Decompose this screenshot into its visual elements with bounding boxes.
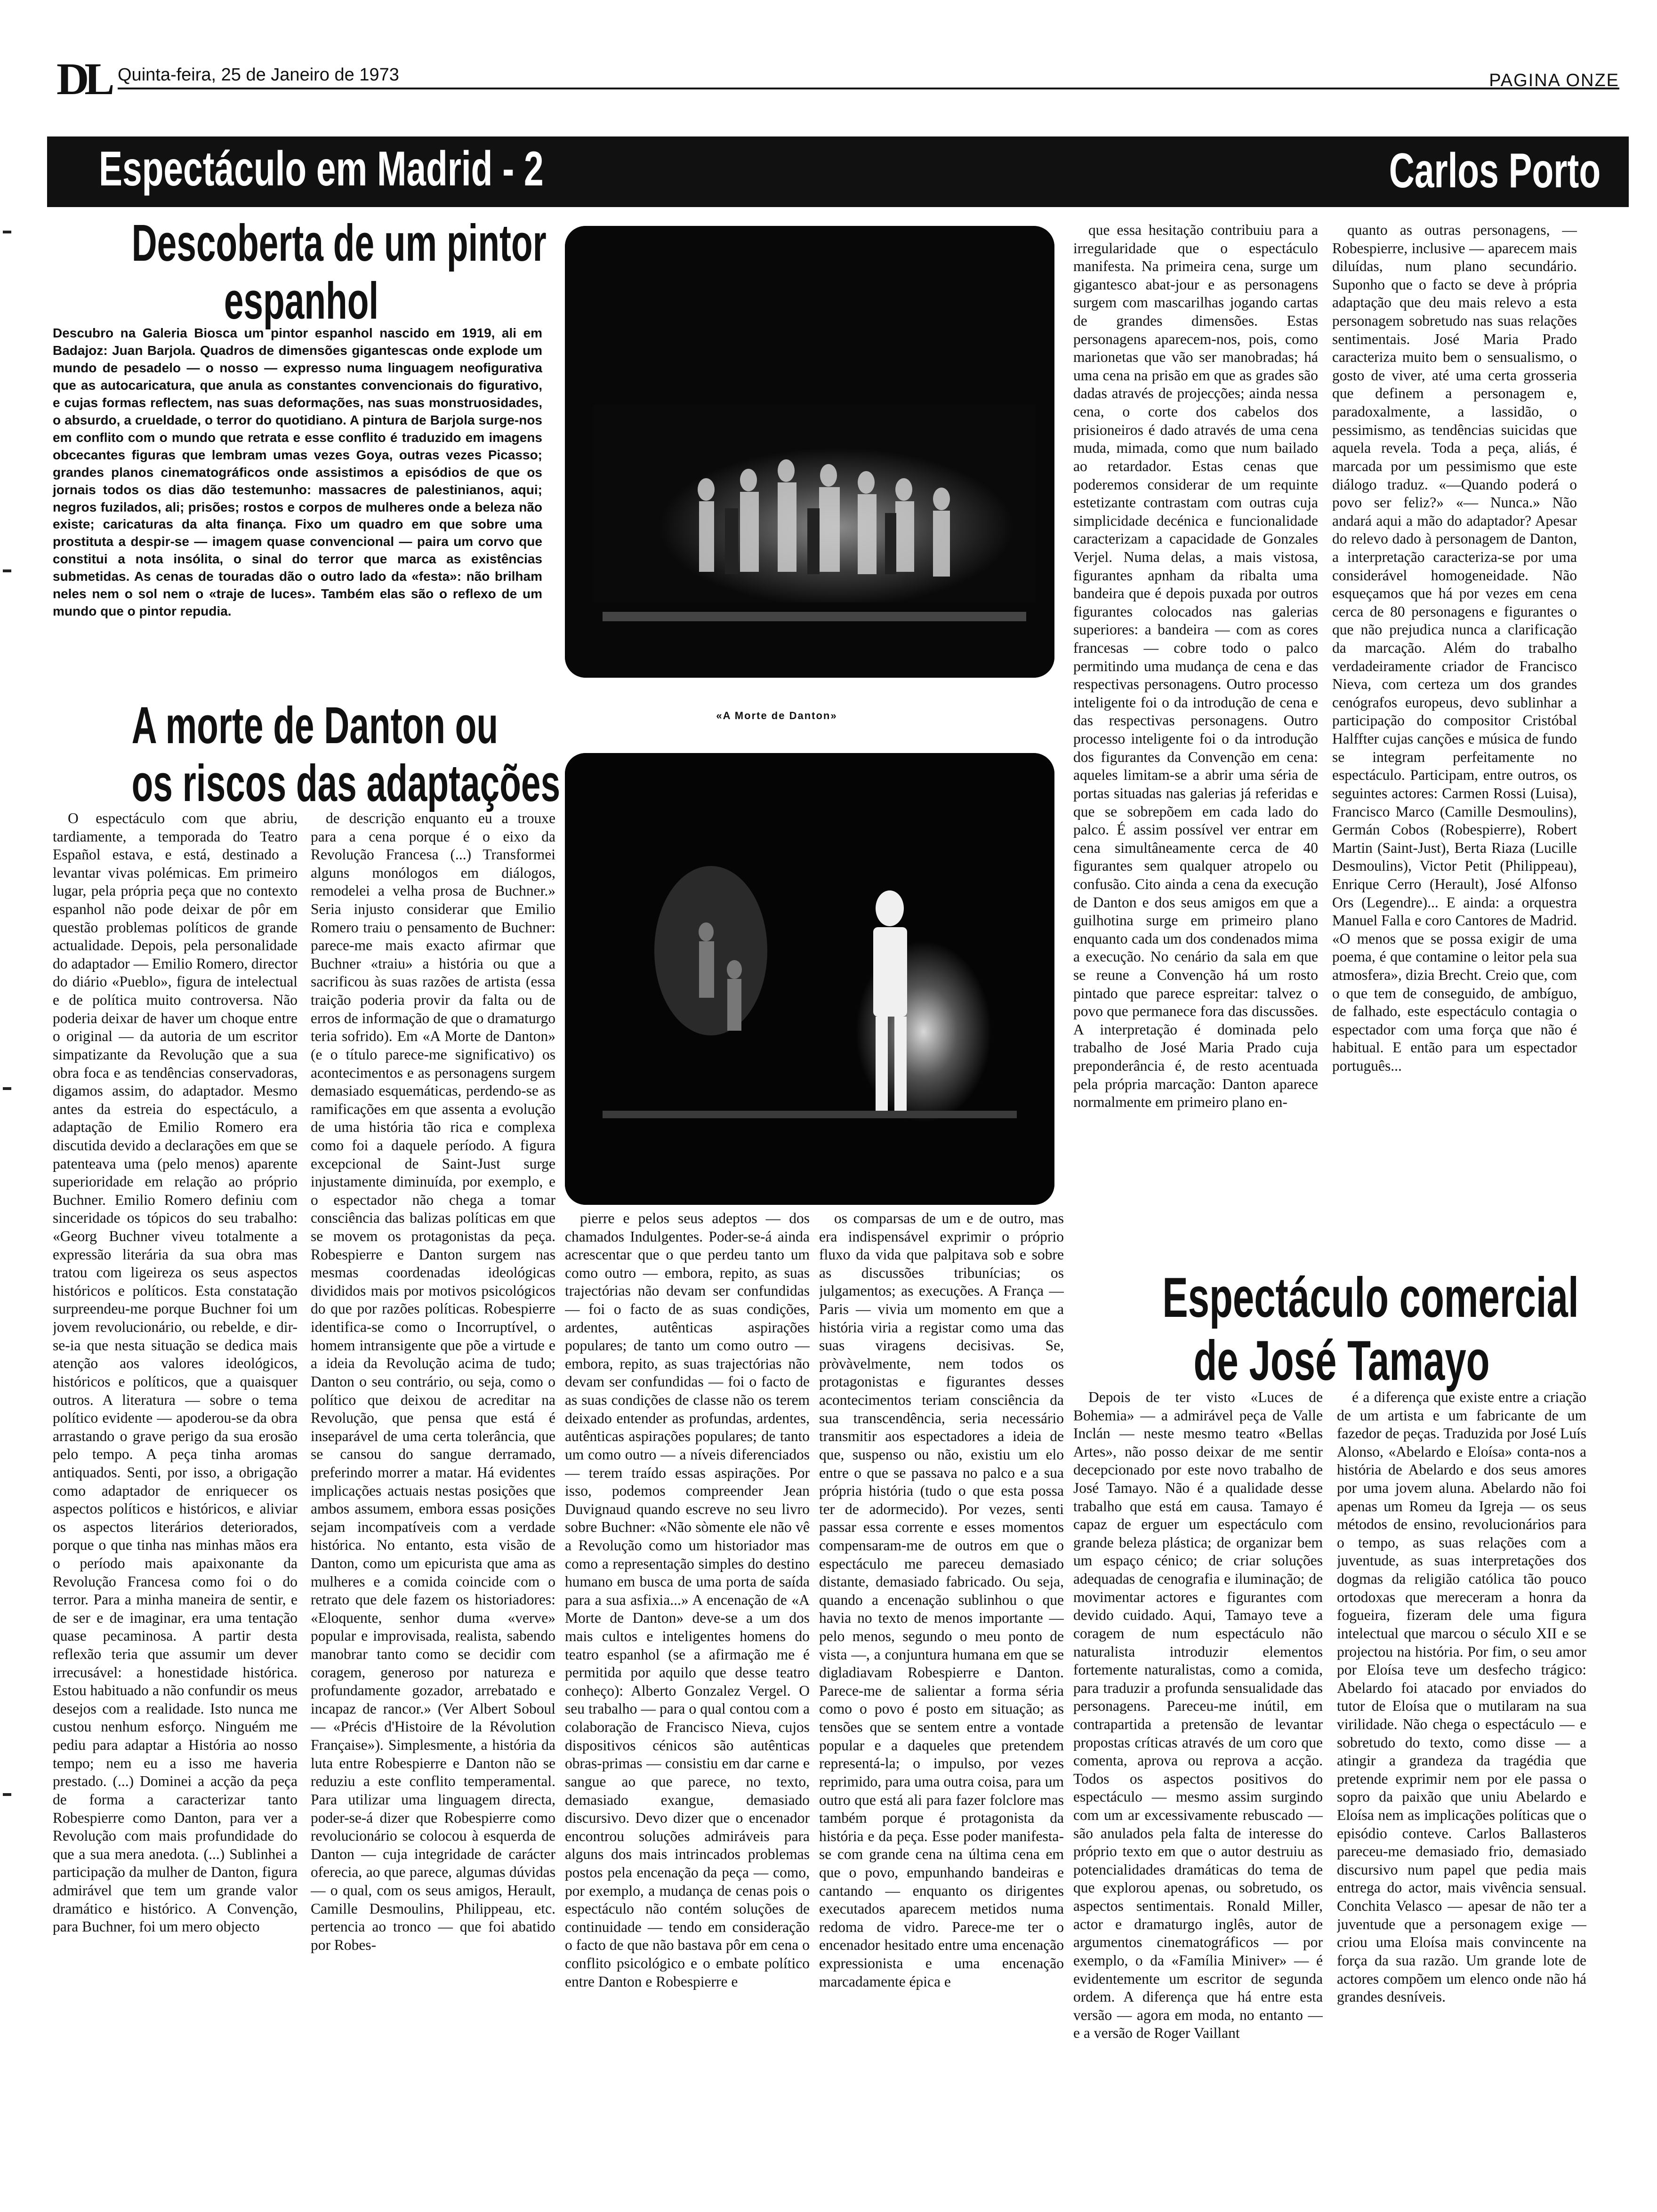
tamayo-column-2-text: é a diferença que existe entre a criação de um artista e um fabricante de um fazedor de peças. Traduzida por José Luís Alonso, «Abelardo e Eloísa» conta-nos a história de Abelardo e dos seus amores por uma jovem aluna. Abelardo não foi apenas um Romeu da Igreja — os seus métodos de ensino, revolucionários para o tempo, as suas relações com a juventude, as suas interpretações dos dogmas da religião católica tão pouco ortodoxas que mereceram a honra da fogueira, fizeram dele uma figura intelectual que marcou o século XII e se projectou na história. Por fim, o seu amor por Eloísa teve um desfecho trágico: Abelardo foi atacado por enviados do tutor de Eloísa que o mutilaram na sua virilidade. Não chega o espectáculo — e sobretudo do texto, como disse — a atingir a grandeza da tragédia que pretende exprimir nem por ele passa o sopro da paixão que uniu Abelardo e Eloísa nem as implicações políticas que o episódio conteve. Carlos Ballasteros pareceu-me demasiado frio, demasiado discursivo num papel que pedia mais entrega do actor, mais vivência sensual. Conchita Velasco — apesar de não ter a juventude que a personagem exige — criou uma Eloísa mais convincente na força da sua razão. Um grande lote de actores compõem um elenco onde não há grandes desníveis.	[1337, 1389, 1586, 2005]
theatre-photo-crowd	[565, 226, 1054, 678]
tamayo-column-1-text: Depois de ter visto «Luces de Bohemia» — a admirável peça de Valle Inclán — neste mesmo teatro «Bellas Artes», não posso deixar de me sentir decepcionado por este novo trabalho de José Tamayo. Não é a qualidade desse trabalho que está em causa. Tamayo é capaz de erguer um espectáculo com grande beleza plástica; de organizar bem um espaço cénico; de criar soluções adequadas de cenografia e iluminação; de movimentar actores e figurantes com devido cuidado. Aqui, Tamayo teve a coragem de num espectáculo não naturalista introduzir elementos fortemente naturalistas, como a comida, para traduzir a profunda sensualidade das personagens. Pareceu-me inútil, em contrapartida a pretensão de levantar propostas críticas através de um coro que comenta, aprova ou reprova a acção. Todos os aspectos positivos do espectáculo — mesmo assim surgindo com um ar excessivamente rebuscado — são anulados pela falta de interesse do próprio texto em que o autor destruiu as potencialidades dramáticas do tema de que explorou apenas, ou sobretudo, os aspectos sentimentais. Ronald Miller, actor e dramaturgo inglês, autor de argumentos cinematográficos — por exemplo, o da «Família Miniver» — é evidentemente um escritor de segunda ordem. A diferença que há entre esta versão — agora em moda, no entanto — e a versão de Roger Vaillant	[1073, 1389, 1323, 2042]
headline-tamayo-line1: Espectáculo comercial	[1162, 1266, 1579, 1329]
headline-danton-line1: A morte de Danton ou	[131, 697, 499, 754]
headline-pintor	[52, 214, 551, 330]
margin-mark	[3, 231, 11, 233]
margin-mark	[3, 569, 11, 572]
issue-date: Quinta-feira, 25 de Janeiro de 1973	[118, 65, 399, 85]
danton-column-2-text: de descrição enquanto eu a trouxe para a cena porque é o eixo da Revolução Francesa (...) Transformei alguns monólogos em diálogos, remodelei a velha prosa de Buchner.» Seria injusto considerar que Emilio Romero traiu o pensamento de Buchner: parece-me mais exacto afirmar que Buchner «traiu» a história ou que a sacrificou às suas razões de artista (essa traição poderia provir da falta ou de erros de informação de que o dramaturgo teria sofrido). Em «A Morte de Danton» (e o título parece-me significativo) os acontecimentos e as personagens surgem demasiado esquemáticas, perdendo-se as ramificações em que assenta a evolução de uma história tão rica e complexa como foi a daquele período. A figura excepcional de Saint-Just surge injustamente diminuída, por exemplo, e o espectador não chega a tomar consciência das balizas políticas em que se movem os protagonistas da peça. Robespierre e Danton surgem nas mesmas coordenadas ideológicas divididos mais por motivos psicológicos do que por razões políticas. Robespierre identifica-se como o Incorruptível, o homem intransigente que põe a virtude e a ideia da Revolução acima de tudo; Danton o seu contrário, ou seja, como o político que deixou de acreditar na Revolução, que pensa que está é inseparável de uma certa tolerância, que se cansou do sangue derramado, preferindo morrer a matar. Há evidentes implicações actuais nestas posições que ambos assumem, embora essas posições sejam incompatíveis com a verdade histórica. No entanto, esta visão de Danton, como um epicurista que ama as mulheres e a comida coincide com o retrato que dele fazem os historiadores: «Eloquente, senhor duma «verve» popular e improvisada, realista, sabendo manobrar tanto como se decidir com coragem, generoso por natureza e profundamente gozador, arrebatado e incapaz de rancor.» (Ver Albert Soboul — «Précis d'Histoire de la Révolution Française»). Simplesmente, a história da luta entre Robespierre e Danton não se reduziu a este conflito temperamental. Para utilizar uma linguagem directa, poder-se-á dizer que Robespierre como revolucionário se colocou à esquerda de Danton — cuja integridade de carácter oferecia, ao que parece, algumas dúvidas — o qual, com os seus amigos, Herault, Camille Desmoulins, Philippeau, etc. pertencia ao tronco — que foi abatido por Robes-	[311, 810, 555, 1953]
theatre-photo-danton	[565, 753, 1054, 1205]
tamayo-column-1	[1073, 1388, 1323, 2186]
danton-column-4-text: os comparsas de um e de outro, mas era indispensável exprimir o próprio fluxo da vida que palpitava sob e sobre as discussões tribunícias; os julgamentos; as execuções. A França — Paris — vivia um momento em que a história viria a registar como uma das suas viragens decisivas. Se, pròvàvelmente, nem todos os protagonistas e figurantes desses acontecimentos teriam consciência da sua transcendência, seria necessário transmitir aos espectadores a ideia de que, suspenso ou não, existiu um elo entre o que se passava no palco e a sua própria história (tudo o que esta possa ter de adormecido). Por vezes, senti passar essa corrente e esses momentos compensaram-me de outros em que o espectáculo me pareceu demasiado distante, demasiado fabricado. Ou seja, quando a encenação sublinhou o que havia no texto de menos importante — pelo menos, segundo o meu ponto de vista —, a conjuntura humana em que se digladiavam Robespierre e Danton. Parece-me de salientar a forma séria como o povo é posto em situação; as tensões que se sentem entre a vontade popular e a daqueles que pretendem representá-la; o impulso, por vezes reprimido, para uma outra coisa, para um outro que está ali para fazer folclore mas também porque é protagonista da história e da peça. Esse poder manifesta-se com grande cena na última cena em que o povo, empunhando bandeiras e cantando — enquanto os dirigentes executados aparecem metidos numa redoma de vidro. Parece-me ter o encenador hesitado entre uma encenação expressionista e uma encenação marcadamente épica e	[819, 1210, 1064, 1990]
margin-mark	[3, 1087, 11, 1090]
headline-danton	[52, 697, 561, 813]
danton-column-1-text: O espectáculo com que abriu, tardiamente, a temporada do Teatro Español estava, e está, destinado a levantar vivas polémicas. Em primeiro lugar, pela própria peça que no contexto espanhol não pode deixar de pôr em questão problemas políticos de grande actualidade. Depois, pela personalidade do adaptador — Emilio Romero, director do diário «Pueblo», figura de intelectual e de política muito controversa. Não poderia deixar de haver um choque entre o original — da autoria de um escritor simpatizante da Revolução que a sua obra foca e as tendências conservadoras, digamos assim, do adaptador. Mesmo antes da estreia do espectáculo, a adaptação de Emilio Romero era discutida devido a declarações em que se patenteava uma (pelo menos) aparente superioridade em relação ao próprio Buchner. Emilio Romero definiu com sinceridade os tópicos do seu trabalho: «Georg Buchner viveu totalmente a expressão literária da sua obra mas tratou com ligeireza os seus aspectos históricos e políticos. Esta constatação surpreendeu-me porque Buchner foi um jovem revolucionário, ou rebelde, e dir-se-ia que nesta situação se dedica mais atenção aos valores ideológicos, históricos e políticos, que a quaisquer outros. A literatura — sobre o tema político evidente — apoderou-se da obra arrastando o grave perigo da sua erosão pelo tempo. A peça tinha aromas antiquados. Senti, por isso, a obrigação como adaptador de enriquecer os aspectos políticos e históricos, e aliviar os aspectos literários deteriorados, porque o que tinha nas minhas mãos era o período mais apaixonante da Revolução Francesa como foi o do terror. Para a minha maneira de sentir, e de ser e de imaginar, era uma tentação quase pecaminosa. A partir desta reflexão teria que assumir um dever irrecusável: a honestidade histórica. Estou habituado a não confundir os meus desejos com a realidade. Isto nunca me custou nenhum esforço. Ninguém me pediu para adaptar a História ao nosso tempo; nem eu a isso me haveria prestado. (...) Dominei a acção da peça de forma a caracterizar tanto Robespierre como Danton, para ver a Revolução com mais profundidade do que a sua mera anedota. (...) Sublinhei a participação da mulher de Danton, figura admirável que tem um grande valor dramático e histórico. A Convenção, para Buchner, foi um mero objecto	[53, 810, 298, 1935]
tamayo-column-2	[1337, 1388, 1586, 2186]
danton-column-5	[1073, 221, 1318, 1221]
theatre-photo-crowd-image	[565, 226, 1054, 678]
section-title: Espectáculo em Madrid - 2	[99, 142, 544, 196]
danton-column-3	[565, 1210, 810, 2186]
danton-column-5-text: que essa hesitação contribuiu para a irregularidade que o espectáculo manifesta. Na primeira cena, surge um gigantesco abat-jour e as personagens surgem com mascarilhas jogando cartas de grandes dimensões. Estas personagens aparecem-nos, pois, como marionetas que vão ser manobradas; há uma cena na prisão em que as grades são dadas através de projecções; ainda nessa cena, o corte dos cabelos dos prisioneiros é dado através de uma cena muda, mimada, como que num bailado ao retardador. Estas cenas que poderemos considerar de um requinte estetizante contrastam com outras cuja simplicidade decénica e funcionalidade caracterizam a capacidade de Gonzales Verjel. Numa delas, a mais vistosa, figurantes apnham da ribalta uma bandeira que é depois puxada por outros figurantes colocados nas galerias superiores: a bandeira — com as cores francesas — cobre todo o palco permitindo uma mudança de cena e das respectivas personagens. Outro processo inteligente foi o da introdução de cena e das respectivas personagens. Outro processo inteligente foi o da introdução dos figurantes da Convenção em cena: aqueles limitam-se a abrir uma séria de portas situadas nas galerias já referidas e que se sobrepõem em cada lado do palco. É assim possível ver entrar em cena simultâneamente cerca de 40 figurantes sem qualquer atropelo ou confusão. Cito ainda a cena da execução de Danton e dos seus amigos em que a guilhotina surge em primeiro plano enquanto cada um dos condenados mima a execução. No cenário da sala em que se reune a Convenção há um rosto pintado que parece espreitar: talvez o povo que permanece fora das discussões. A interpretação é dominada pelo trabalho de José Maria Prado cuja preponderância é, de resto acentuada pela própria marcação: Danton aparece normalmente em primeiro plano en-	[1073, 222, 1318, 1111]
theatre-photo-danton-image	[565, 753, 1054, 1205]
margin-mark	[3, 1793, 11, 1796]
headline-tamayo	[1078, 1266, 1605, 1393]
danton-column-4	[819, 1210, 1064, 2186]
photo-caption: «A Morte de Danton»	[716, 710, 837, 721]
page-number: PAGINA ONZE	[1489, 71, 1619, 90]
headline-tamayo-line2: de José Tamayo	[1193, 1329, 1490, 1393]
headline-danton-line2: os riscos das adaptações	[131, 754, 561, 813]
danton-column-6	[1332, 221, 1577, 1247]
header-rule	[118, 88, 1619, 89]
headline-pintor-line1: Descoberta de um pintor	[131, 214, 547, 272]
lead-paragraph: Descubro na Galeria Biosca um pintor espanhol nascido em 1919, ali em Badajoz: Juan Barjola. Quadros de dimensões gigantescas onde explode um mundo de pesadelo — o nosso — expresso numa linguagem neofigurativa que as autocaricatura, que anula as constantes convencionais do figurativo, e cujas formas reflectem, nas suas deformações, nas suas monstruosidades, o absurdo, a crueldade, o terror do quotidiano. A pintura de Barjola surge-nos em conflito com o mundo que retrata e esse conflito é traduzido em imagens obcecantes figuras que lembram umas vezes Goya, outras vezes Picasso; grandes planos cinematográficos onde assistimos a episódios de que os jornais todos os dias dão testemunho: massacres de palestinianos, aqui; negros fuzilados, ali; prisões; rostos e corpos de mulheres onde a beleza não existe; caricaturas da alta finança. Fixo um quadro em que sobre uma prostituta a despir-se — imagem quase convencional — paira um corvo que constitui a nota insólita, o sinal do terror que marca as existências submetidas. As cenas de touradas dão o outro lado da «festa»: não brilham neles nem o sol nem o «traje de luces». Também elas são o reflexo de um mundo que o pintor repudia.	[53, 326, 542, 619]
headline-pintor-line2: espanhol	[224, 272, 379, 330]
author-byline: Carlos Porto	[1389, 144, 1601, 198]
danton-column-3-text: pierre e pelos seus adeptos — dos chamados Indulgentes. Poder-se-á ainda acrescentar que o que perdeu tanto um como outro — embora, repito, as suas trajectórias não devam ser confundidas — foi o facto de as suas condições, ardentes, autênticas aspirações populares; de tanto um como outro — embora, repito, as suas trajectórias não devam ser confundidas — foi o facto de as suas condições de classe não os terem deixado entender as profundas, ardentes, autênticas aspirações populares; de tanto um como outro — a níveis diferenciados — terem traído essas aspirações. Por isso, podemos compreender Jean Duvignaud quando escreve no seu livro sobre Buchner: «Não sòmente ele não vê a Revolução como um historiador mas como a representação simples do destino humano em busca de uma porta de saída para a sua asfixia...» A encenação de «A Morte de Danton» deve-se a um dos mais cultos e inteligentes homens do teatro espanhol (se a afirmação me é permitida por aquilo que desse teatro conheço): Alberto Gonzalez Vergel. O seu trabalho — para o qual contou com a colaboração de Francisco Nieva, cujos dispositivos cénicos são autênticas obras-primas — consistiu em dar carne e sangue ao que parece, no texto, demasiado exangue, demasiado discursivo. Devo dizer que o encenador encontrou soluções admiráveis para alguns dos mais intrincados problemas postos pela encenação da peça — como, por exemplo, a mudança de cenas pois o espectáculo não contém soluções de continuidade — tendo em consideração o facto de que não bastava pôr em cena o conflito psicológico e o embate político entre Danton e Robespierre e	[565, 1210, 810, 1990]
danton-column-2	[311, 809, 555, 2186]
section-banner	[47, 136, 1629, 207]
danton-column-1	[53, 809, 298, 2186]
newspaper-logo: DL	[56, 54, 110, 104]
danton-column-6-text: quanto as outras personagens, — Robespierre, inclusive — aparecem mais diluídas, num plano secundário. Suponho que o facto se deve à própria adaptação que deu mais relevo a esta personagem sobretudo nas suas relações sentimentais. José Maria Prado caracteriza muito bem o sensualismo, o gosto de viver, até uma certa grosseria que definem a personagem e, paradoxalmente, a lassidão, o pessimismo, as tendências suicidas que aquela revela. Toda a peça, aliás, é marcada por um pessimismo que este diálogo traduz. «—Quando poderá o povo ser feliz?» «— Nunca.» Não andará aqui a mão do adaptador? Apesar do relevo dado à personagem de Danton, a interpretação caracteriza-se por uma considerável homogeneidade. Não esqueçamos que há por vezes em cena cerca de 80 personagens e figurantes o que não prejudica nunca a clarificação da marcação. Além do trabalho verdadeiramente criador de Francisco Nieva, com certeza um dos grandes cenógrafos europeus, devo sublinhar a participação do compositor Cristóbal Halffter cujas canções e música de fundo se integram perfeitamente no espectáculo. Participam, entre outros, os seguintes actores: Carmen Rossi (Luisa), Francisco Marco (Camille Desmoulins), Germán Cobos (Robespierre), Robert Martin (Saint-Just), Berta Riaza (Lucille Desmoulins), Victor Petit (Philippeau), Enrique Cerro (Herault), José Alfonso Ors (Legendre)... E ainda: a orquestra Manuel Falla e coro Cantores de Madrid. «O menos que se possa exigir de uma poema, é que contamine o leitor pela sua atmosfera», dizia Brecht. Creio que, com o que tem de conseguido, de ambíguo, de falhado, este espectáculo contagia o espectador com uma força que não é habitual. E então para um espectador português...	[1332, 222, 1577, 1074]
